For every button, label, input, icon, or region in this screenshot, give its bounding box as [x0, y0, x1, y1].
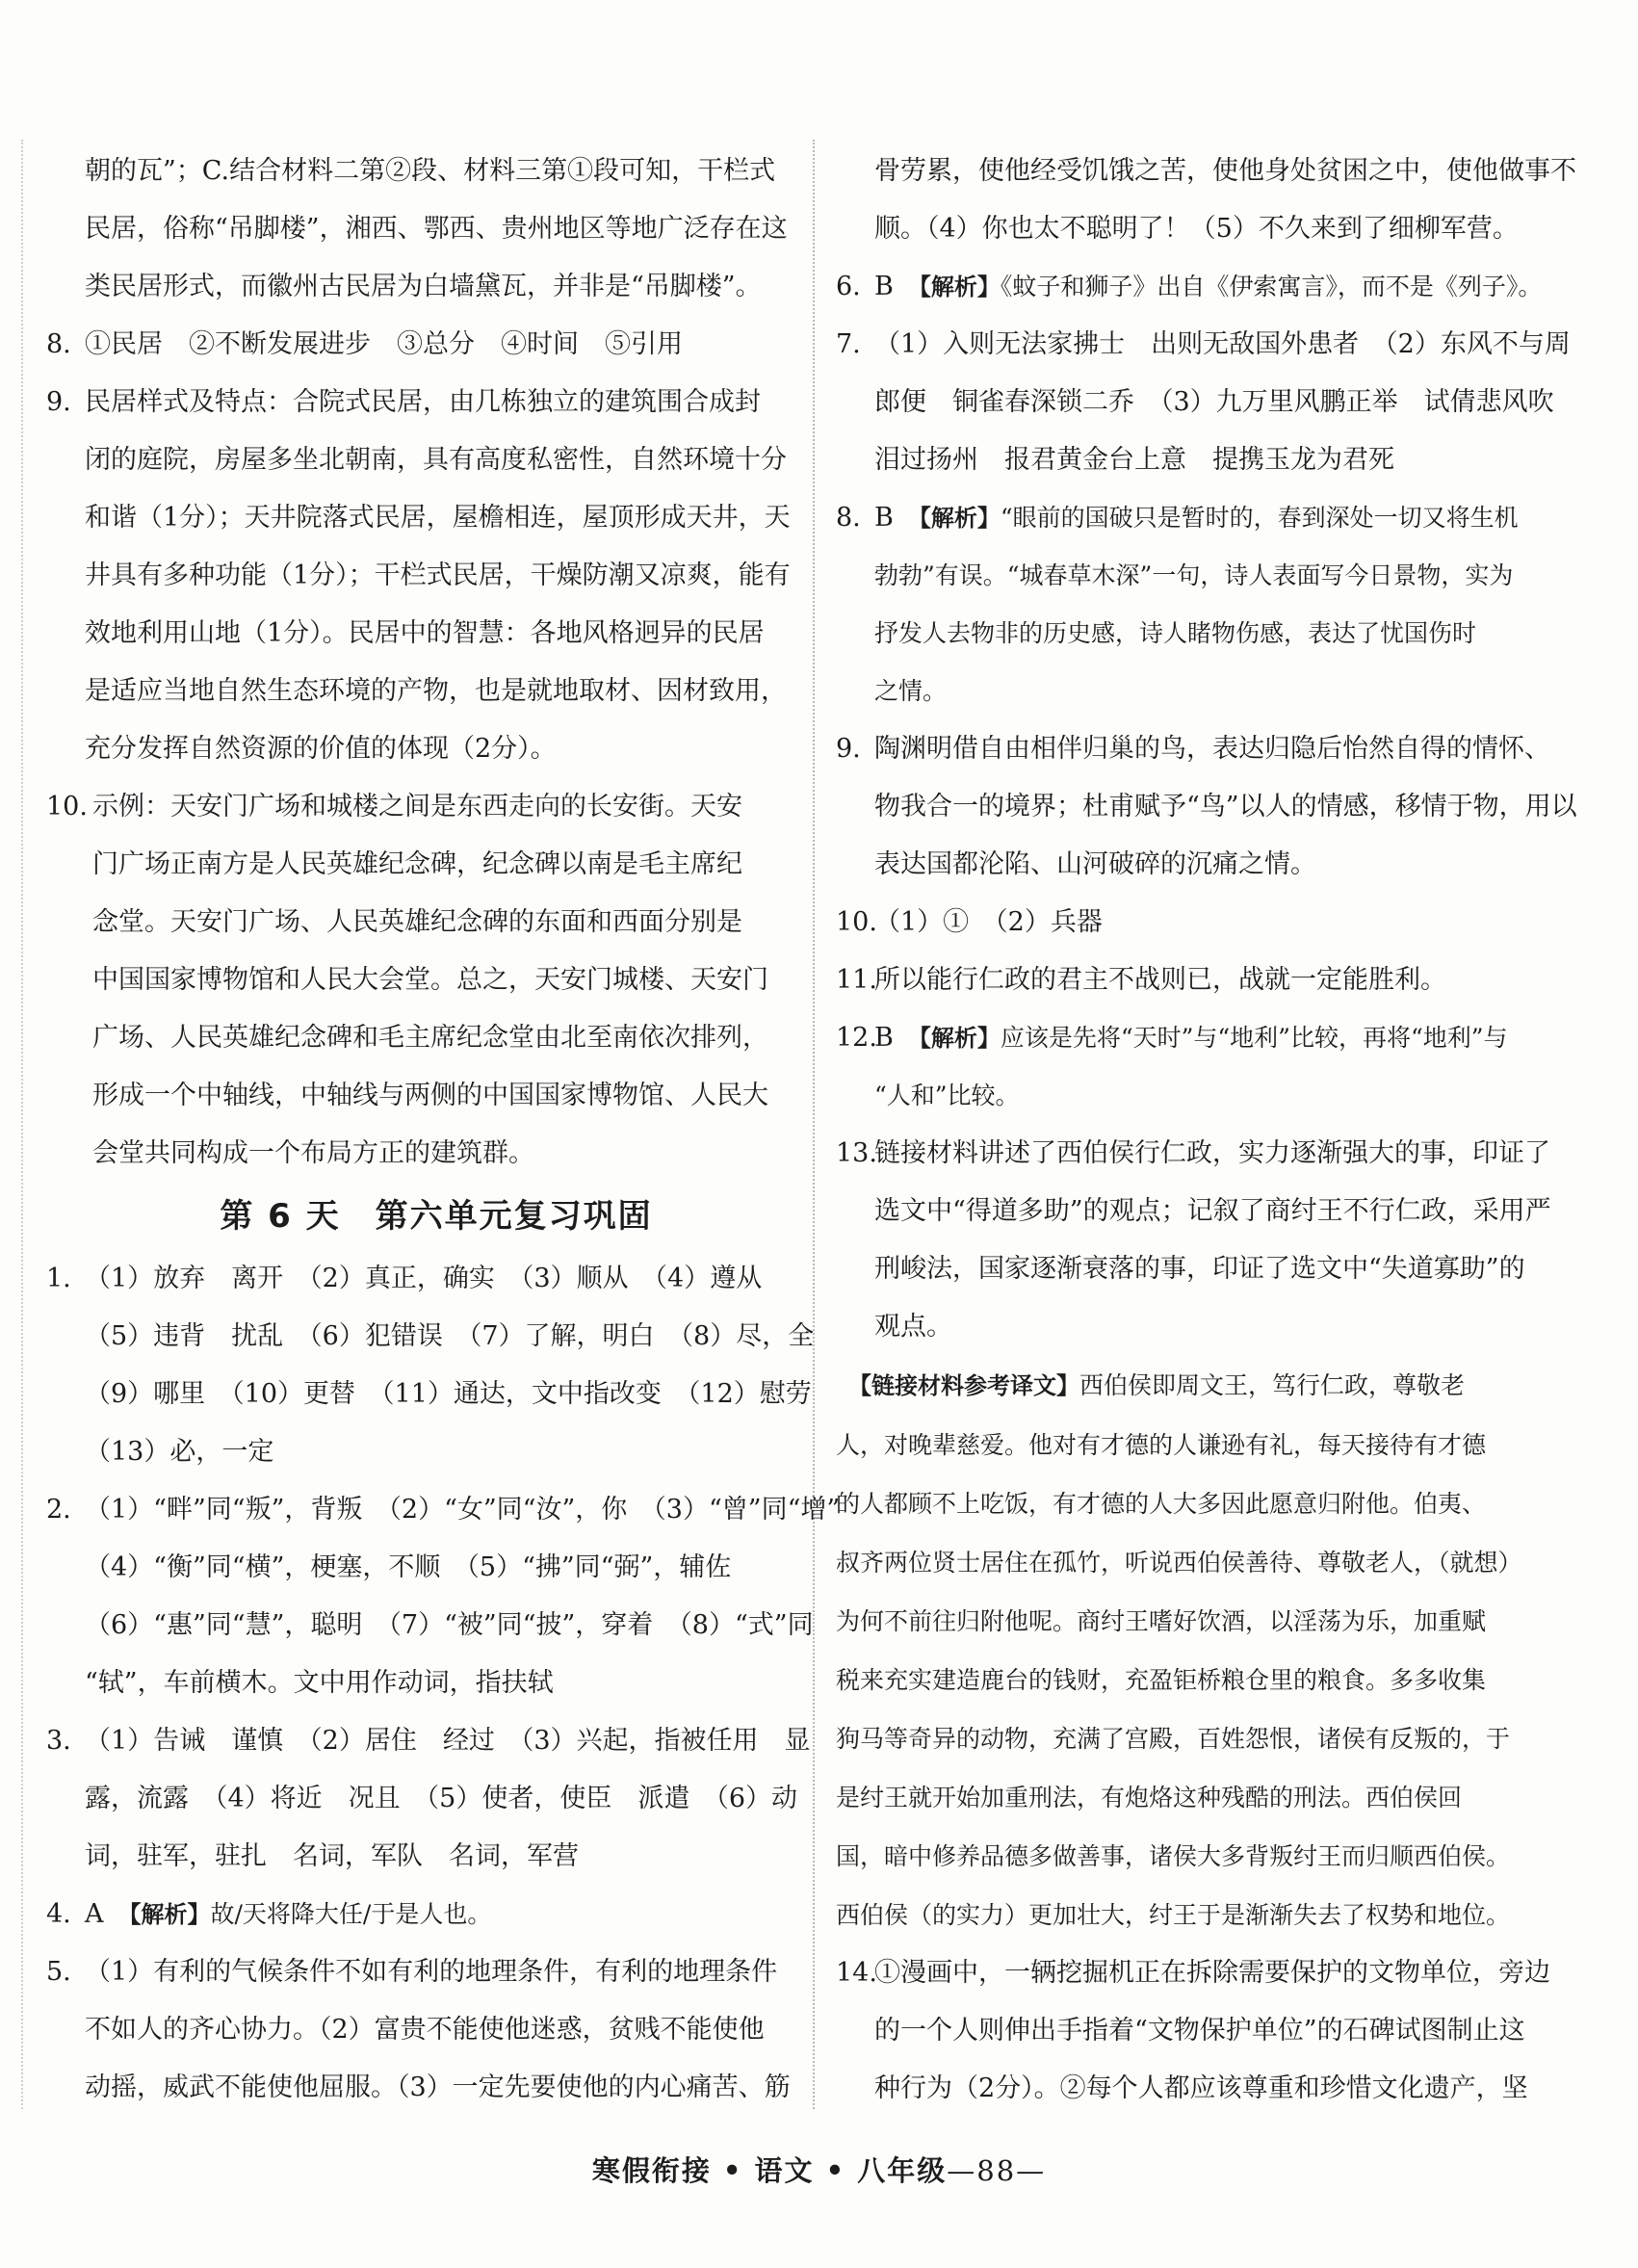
- translation-tag: 【链接材料参考译文】: [860, 1372, 1080, 1399]
- answer-h10: 10. （1）① （2）兵器: [836, 907, 1103, 937]
- answer-10: 10. 示例：天安门广场和城楼之间是东西走向的长安街。天安 门广场正南方是人民英雄纪念碑，纪念碑以南是毛主席纪 念堂。天安门广场、人民英雄纪念碑的东面和西面分别是 中国国家博物馆和人民大会堂。总之，天安门城楼、天安门 广场、人民英雄纪念碑和毛主席纪念堂由北至南依次排列， 形成一个中轴线，中轴线与两侧的中国国家博物馆、人民大 会堂共同构成一个布局方正的建筑群。: [46, 792, 768, 1168]
- answer-h3: 3. （1）告诫 谨慎 （2）居住 经过 （3）兴起，指被任用 显 露，流露 （4）将近 况且 （5）使者，使臣 派遣 （6）动 词，驻军，驻扎 名词，军队 名词，军营: [46, 1726, 811, 1871]
- section-heading: 第 6 天 第六单元复习巩固: [220, 1197, 653, 1236]
- analysis-tag: 【解析】: [919, 1025, 1001, 1052]
- page-number: —88—: [947, 2154, 1047, 2187]
- answer-9: 9. 民居样式及特点：合院式民居，由几栋独立的建筑围合成封 闭的庭院，房屋多坐北朝南，具有高度私密性，自然环境十分 和谐（1分）；天井院落式民居，屋檐相连，屋顶形成天井，天 井具有多种功能（1分）；干栏式民居，干燥防潮又凉爽，能有 效地利用山地（1分）。民居中的智慧：各地风格迥异的民居 是适应当地自然生态环境的产物，也是就地取材、因材致用， 充分发挥自然资源的价值的体现（2分）。: [46, 387, 791, 764]
- analysis-tag: 【解析】: [129, 1901, 211, 1928]
- answer-h9: 9. 陶渊明借自由相伴归巢的鸟，表达归隐后怡然自得的情怀、 物我合一的境界；杜甫赋予“鸟”以人的情感，移情于物，用以 表达国都沦陷、山河破碎的沉痛之情。: [836, 734, 1577, 879]
- column-separator: [813, 140, 815, 2109]
- footer-title: 寒假衔接 • 语文 • 八年级: [591, 2154, 948, 2187]
- answer-h2: 2. （1）“畔”同“叛”，背叛 （2）“女”同“汝”，你 （3）“曾”同“增” （4）“衡”同“横”，梗塞，不顺 （5）“拂”同“弼”，辅佐 （6）“惠”同“慧”，聪明 （7）“被”同“披”，穿着 （8）“式”同 “轼”，车前横木。文中用作动词，指扶轼: [46, 1495, 841, 1698]
- answer-7-continued: 朝的瓦”；C.结合材料二第②段、材料三第①段可知，干栏式 民居，俗称“吊脚楼”，湘西、鄂西、贵州地区等地广泛存在这 类民居形式，而徽州古民居为白墙黛瓦，并非是“吊脚楼”。: [85, 156, 788, 301]
- answer-h5-continued: 骨劳累，使他经受饥饿之苦，使他身处贫困之中，使他做事不 顺。（4）你也太不聪明了！（5）不久来到了细柳军营。: [874, 156, 1576, 244]
- answer-h13: 13. 链接材料讲述了西伯侯行仁政，实力逐渐强大的事，印证了 选文中“得道多助”的观点；记叙了商纣王不行仁政，采用严 刑峻法，国家逐渐衰落的事，印证了选文中“失道寡助”的 观点。: [836, 1138, 1551, 1342]
- left-margin-rule: [21, 140, 23, 2109]
- analysis-tag: 【解析】: [919, 274, 1001, 300]
- answer-h6: 6. B 【解析】《蚊子和狮子》出自《伊索寓言》，而不是《列子》。: [836, 272, 1543, 301]
- reference-translation: 【链接材料参考译文】西伯侯即周文王，笃行仁政，尊敬老 人，对晚辈慈爱。他对有才德的人谦逊有礼，每天接待有才德 的人都顾不上吃饭，有才德的人大多因此愿意归附他。伯夷、 叔齐两位贤士居住在孤竹，听说西伯侯善待、尊敬老人，（就想） 为何不前往归附他呢。商纣王嗜好饮酒，以淫荡为乐，加重赋 税来充实建造鹿台的钱财，充盈钜桥粮仓里的粮食。多多收集 狗马等奇异的动物，充满了宫殿，百姓怨恨，诸侯有反叛的，于 是纣王就开始加重刑法，有炮烙这种残酷的刑法。西伯侯回 国，暗中修养品德多做善事，诸侯大多背叛纣王而归顺西伯侯。 西伯侯（的实力）更加壮大，纣王于是渐渐失去了权势和地位。: [836, 1371, 1522, 1929]
- answer-h14: 14. ①漫画中，一辆挖掘机正在拆除需要保护的文物单位，旁边 的一个人则伸出手指着“文物保护单位”的石碑试图制止这 种行为（2分）。②每个人都应该尊重和珍惜文化遗产，坚: [836, 1958, 1550, 2103]
- answer-h7: 7. （1）入则无法家拂士 出则无敌国外患者 （2）东风不与周 郎便 铜雀春深锁二乔 （3）九万里风鹏正举 试倩悲风吹 泪过扬州 报君黄金台上意 提携玉龙为君死: [836, 329, 1571, 475]
- left-column: [46, 143, 841, 2117]
- answer-h12: 12. B 【解析】应该是先将“天时”与“地利”比较，再将“地利”与 “人和”比较。: [836, 1023, 1508, 1109]
- right-column: [836, 143, 1597, 2118]
- page-footer: [0, 2150, 1638, 2189]
- answer-h11: 11. 所以能行仁政的君主不战则已，战就一定能胜利。: [836, 965, 1446, 995]
- answer-h1: 1. （1）放弃 离开 （2）真正，确实 （3）顺从 （4）遵从 （5）违背 扰乱 （6）犯错误 （7）了解，明白 （8）尽，全 （9）哪里 （10）更替 （11）通达，文中指改变 （12）慰劳 （13）必，一定: [46, 1264, 815, 1467]
- analysis-tag: 【解析】: [919, 505, 1001, 532]
- answer-h5: 5. （1）有利的气候条件不如有利的地理条件，有利的地理条件 不如人的齐心协力。（2）富贵不能使他迷惑，贫贱不能使他 动摇，威武不能使他屈服。（3）一定先要使他的内心痛苦、筋: [46, 1957, 791, 2102]
- answer-8: 8. ①民居 ②不断发展进步 ③总分 ④时间 ⑤引用: [46, 329, 683, 359]
- answer-h8: 8. B 【解析】“眼前的国破只是暂时的，春到深处一切又将生机 勃勃”有误。“城春草木深”一句，诗人表面写今日景物，实为 抒发人去物非的历史感，诗人睹物伤感，表达了忧国伤时 之情。: [836, 503, 1519, 705]
- answer-h4: 4. A 【解析】故/天将降大任/于是人也。: [46, 1899, 492, 1929]
